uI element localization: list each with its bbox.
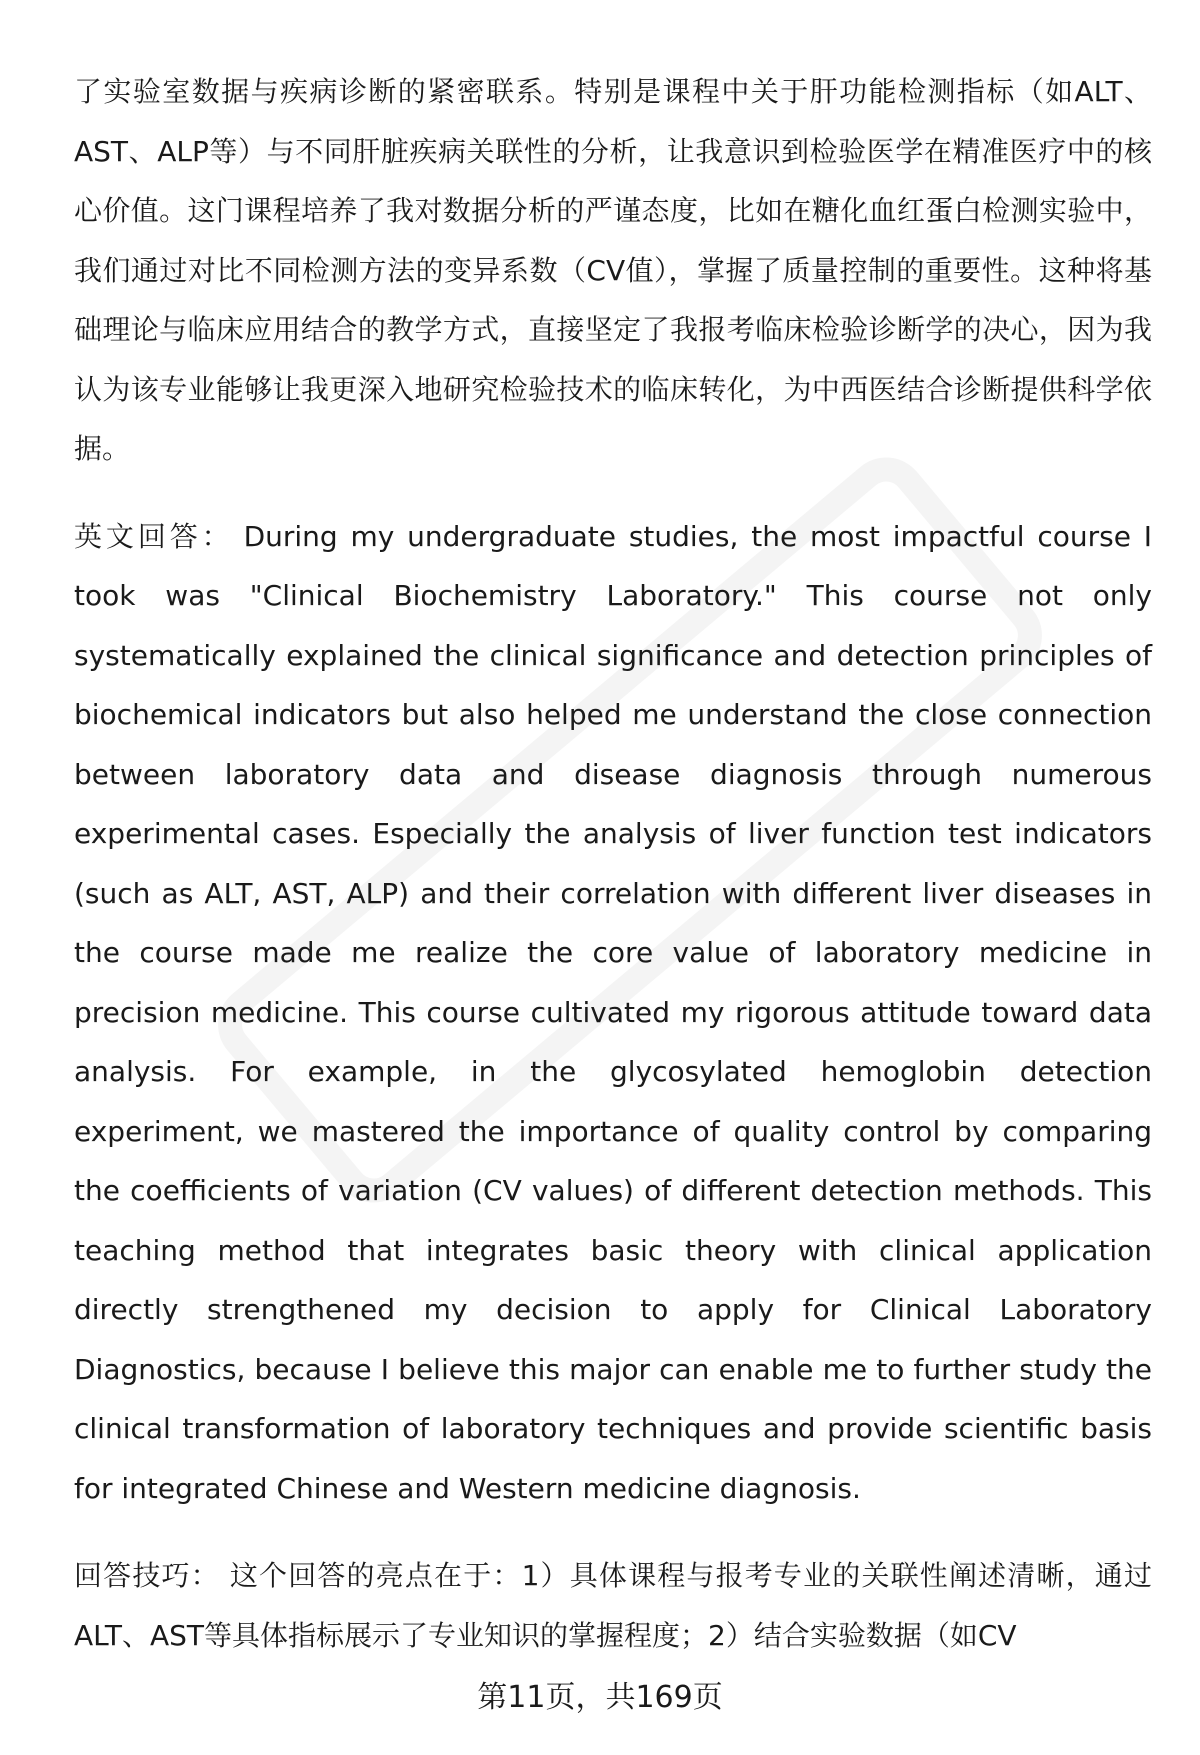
answer-tips-paragraph [74,1546,1152,1665]
page-number: 第11页，共169页 [477,1680,723,1715]
answer-tips-text: 这个回答的亮点在于：1）具体课程与报考专业的关联性阐述清晰，通过ALT、AST等具体指标展示了专业知识的掌握程度；2）结合实验数据（如CV [74,1559,1152,1652]
document-body [74,62,1152,1665]
english-answer-text: During my undergraduate studies, the most impactful course I took was "Clinical Biochemistry Laboratory." This course not only systematically explained the clinical significance and detection principles of biochemical indicators but also helped me understand the close connection between laboratory data and disease diagnosis through numerous experimental cases. Especially the analysis of liver function test indicators (such as ALT, AST, ALP) and their correlation with different liver diseases in the course made me realize the core value of laboratory medicine in precision medicine. This course cultivated my rigorous attitude toward data analysis. For example, in the glycosylated hemoglobin detection experiment, we mastered the importance of quality control by comparing the coefficients of variation (CV values) of different detection methods. This teaching method that integrates basic theory with clinical application directly strengthened my decision to apply for Clinical Laboratory Diagnostics, because I believe this major can enable me to further study the clinical transformation of laboratory techniques and provide scientific basis for integrated Chinese and Western medicine diagnosis. [74,519,1152,1505]
english-answer-paragraph [74,507,1152,1519]
english-answer-label: 英文回答： [74,519,234,553]
chinese-paragraph: 了实验室数据与疾病诊断的紧密联系。特别是课程中关于肝功能检测指标（如ALT、AST、ALP等）与不同肝脏疾病关联性的分析，让我意识到检验医学在精准医疗中的核心价值。这门课程培养了我对数据分析的严谨态度，比如在糖化血红蛋白检测实验中，我们通过对比不同检测方法的变异系数（CV值），掌握了质量控制的重要性。这种将基础理论与临床应用结合的教学方式，直接坚定了我报考临床检验诊断学的决心，因为我认为该专业能够让我更深入地研究检验技术的临床转化，为中西医结合诊断提供科学依据。 [74,75,1152,465]
answer-tips-label: 回答技巧： [74,1559,220,1592]
